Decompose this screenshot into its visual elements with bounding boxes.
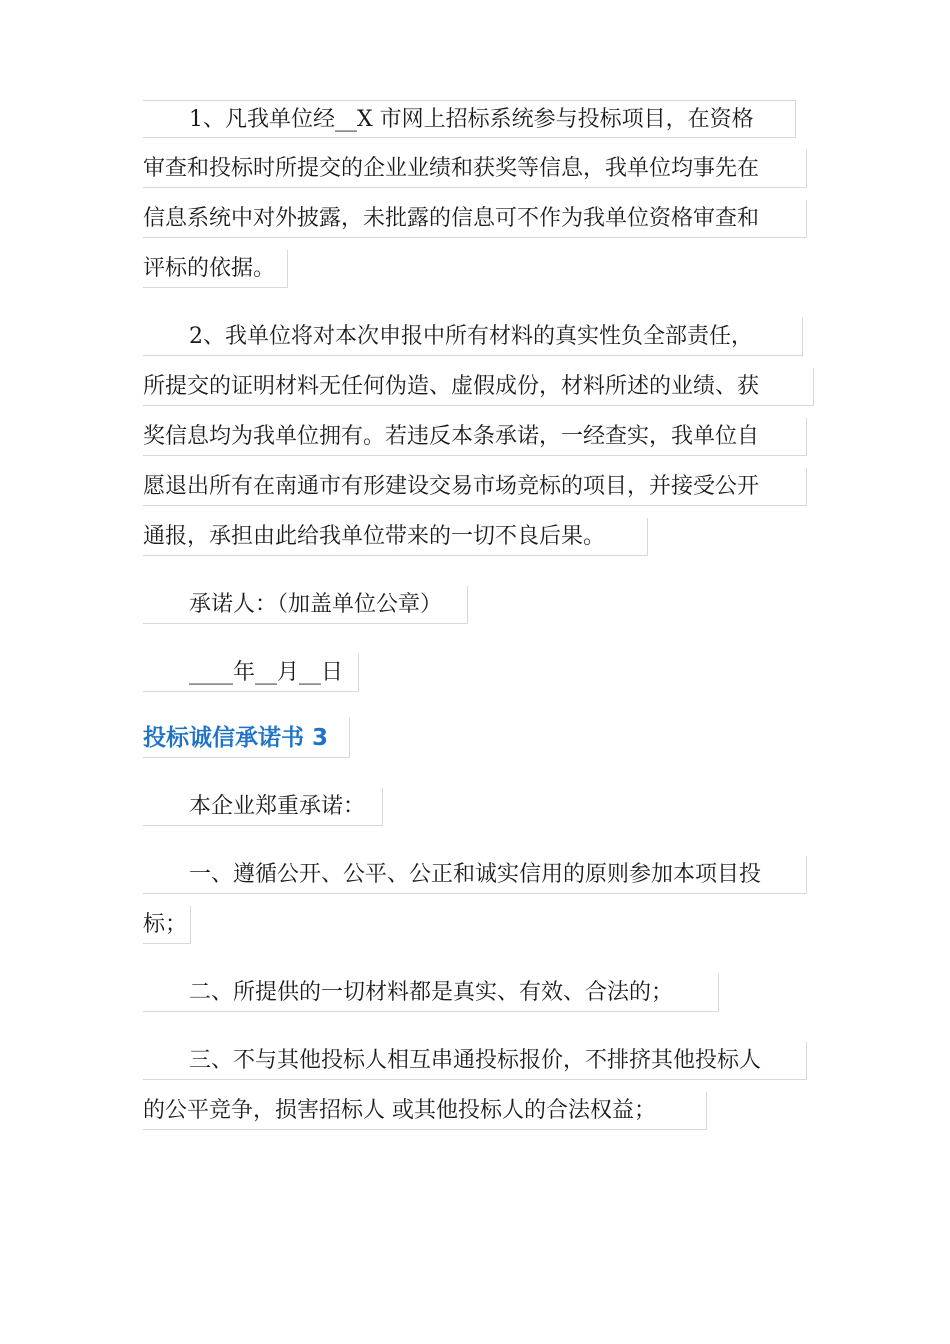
paragraph-1-line-1: 1、凡我单位经__X 市网上招标系统参与投标项目，在资格	[143, 100, 796, 138]
paragraph-2-line-4: 愿退出所有在南通市有形建设交易市场竞标的项目，并接受公开	[143, 468, 807, 506]
paragraph-2-line-3: 奖信息均为我单位拥有。若违反本条承诺，一经查实，我单位自	[143, 418, 807, 456]
commitment-2-line-1: 二、所提供的一切材料都是真实、有效、合法的；	[143, 974, 719, 1012]
paragraph-1-line-3: 信息系统中对外披露，未批露的信息可不作为我单位资格审查和	[143, 200, 807, 238]
promisor-line: 承诺人：（加盖单位公章）	[143, 586, 468, 624]
paragraph-2-line-2: 所提交的证明材料无任何伪造、虚假成份，材料所述的业绩、获	[143, 368, 814, 406]
paragraph-2-line-5: 通报，承担由此给我单位带来的一切不良后果。	[143, 518, 648, 556]
commitment-1-line-1: 一、遵循公开、公平、公正和诚实信用的原则参加本项目投	[143, 856, 807, 894]
section-intro-line: 本企业郑重承诺：	[143, 788, 383, 826]
commitment-3-line-1: 三、不与其他投标人相互串通投标报价，不排挤其他投标人	[143, 1042, 807, 1080]
paragraph-2-line-1: 2、我单位将对本次申报中所有材料的真实性负全部责任，	[143, 318, 803, 356]
commitment-1-line-2: 标；	[143, 906, 191, 944]
paragraph-1-line-4: 评标的依据。	[143, 250, 288, 288]
commitment-3-line-2: 的公平竞争，损害招标人 或其他投标人的合法权益；	[143, 1092, 707, 1130]
section-heading: 投标诚信承诺书 3	[143, 718, 350, 758]
date-line: ____年__月__日	[143, 654, 359, 692]
paragraph-1-line-2: 审查和投标时所提交的企业业绩和获奖等信息，我单位均事先在	[143, 150, 807, 188]
